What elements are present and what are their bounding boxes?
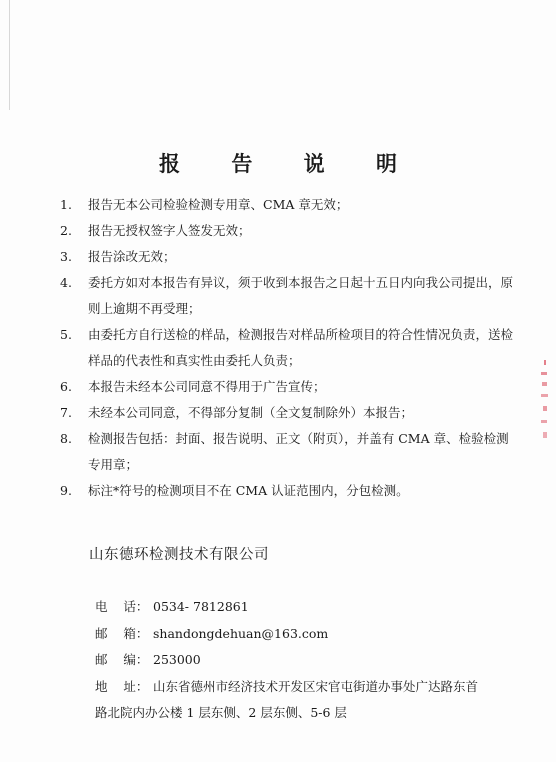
email-value: shandongdehuan@163.com [153,625,329,641]
address-value: 山东省德州市经济技术开发区宋官屯街道办事处广达路东首 [153,678,479,694]
address-label: 地 址： [95,678,149,694]
postcode-value: 253000 [153,652,201,667]
phone-value: 0534- 7812861 [153,599,249,614]
company-name: 山东德环检测技术有限公司 [89,547,269,563]
list-item: 8. 检测报告包括：封面、报告说明、正文（附页），并盖有 CMA 章、检验检测专用章； [60,431,509,472]
list-item: 2. 报告无授权签字人签发无效； [60,223,251,238]
email-row [95,621,535,648]
scan-edge-line [9,0,10,110]
address-continuation: 路北院内办公楼 1 层东侧、2 层东侧、5-6 层 [95,705,347,720]
list-item: 5. 由委托方自行送检的样品，检测报告对样品所检项目的符合性情况负责，送检样品的代表性和真实性由委托人负责； [60,327,514,368]
page-title: 报 告 说 明 [159,151,419,176]
notes-list [60,192,520,504]
list-item: 9. 标注*符号的检测项目不在 CMA 认证范围内，分包检测。 [60,483,409,498]
list-item: 1. 报告无本公司检验检测专用章、CMA 章无效； [60,197,349,212]
postcode-row [95,647,535,674]
list-item: 3. 报告涂改无效； [60,249,176,264]
phone-label: 电 话： [95,599,149,614]
list-item: 6. 本报告未经本公司同意不得用于广告宣传； [60,379,326,394]
address-row [95,674,535,701]
postcode-label: 邮 编： [95,652,149,667]
seal-stamp-edge [538,358,552,448]
phone-row [95,594,535,621]
list-item: 4. 委托方如对本报告有异议，须于收到本报告之日起十五日内向我公司提出，原则上逾期不再受理； [60,275,514,316]
email-label: 邮 箱： [95,625,149,641]
contact-block [95,594,535,727]
list-item: 7. 未经本公司同意，不得部分复制（全文复制除外）本报告； [60,405,414,420]
